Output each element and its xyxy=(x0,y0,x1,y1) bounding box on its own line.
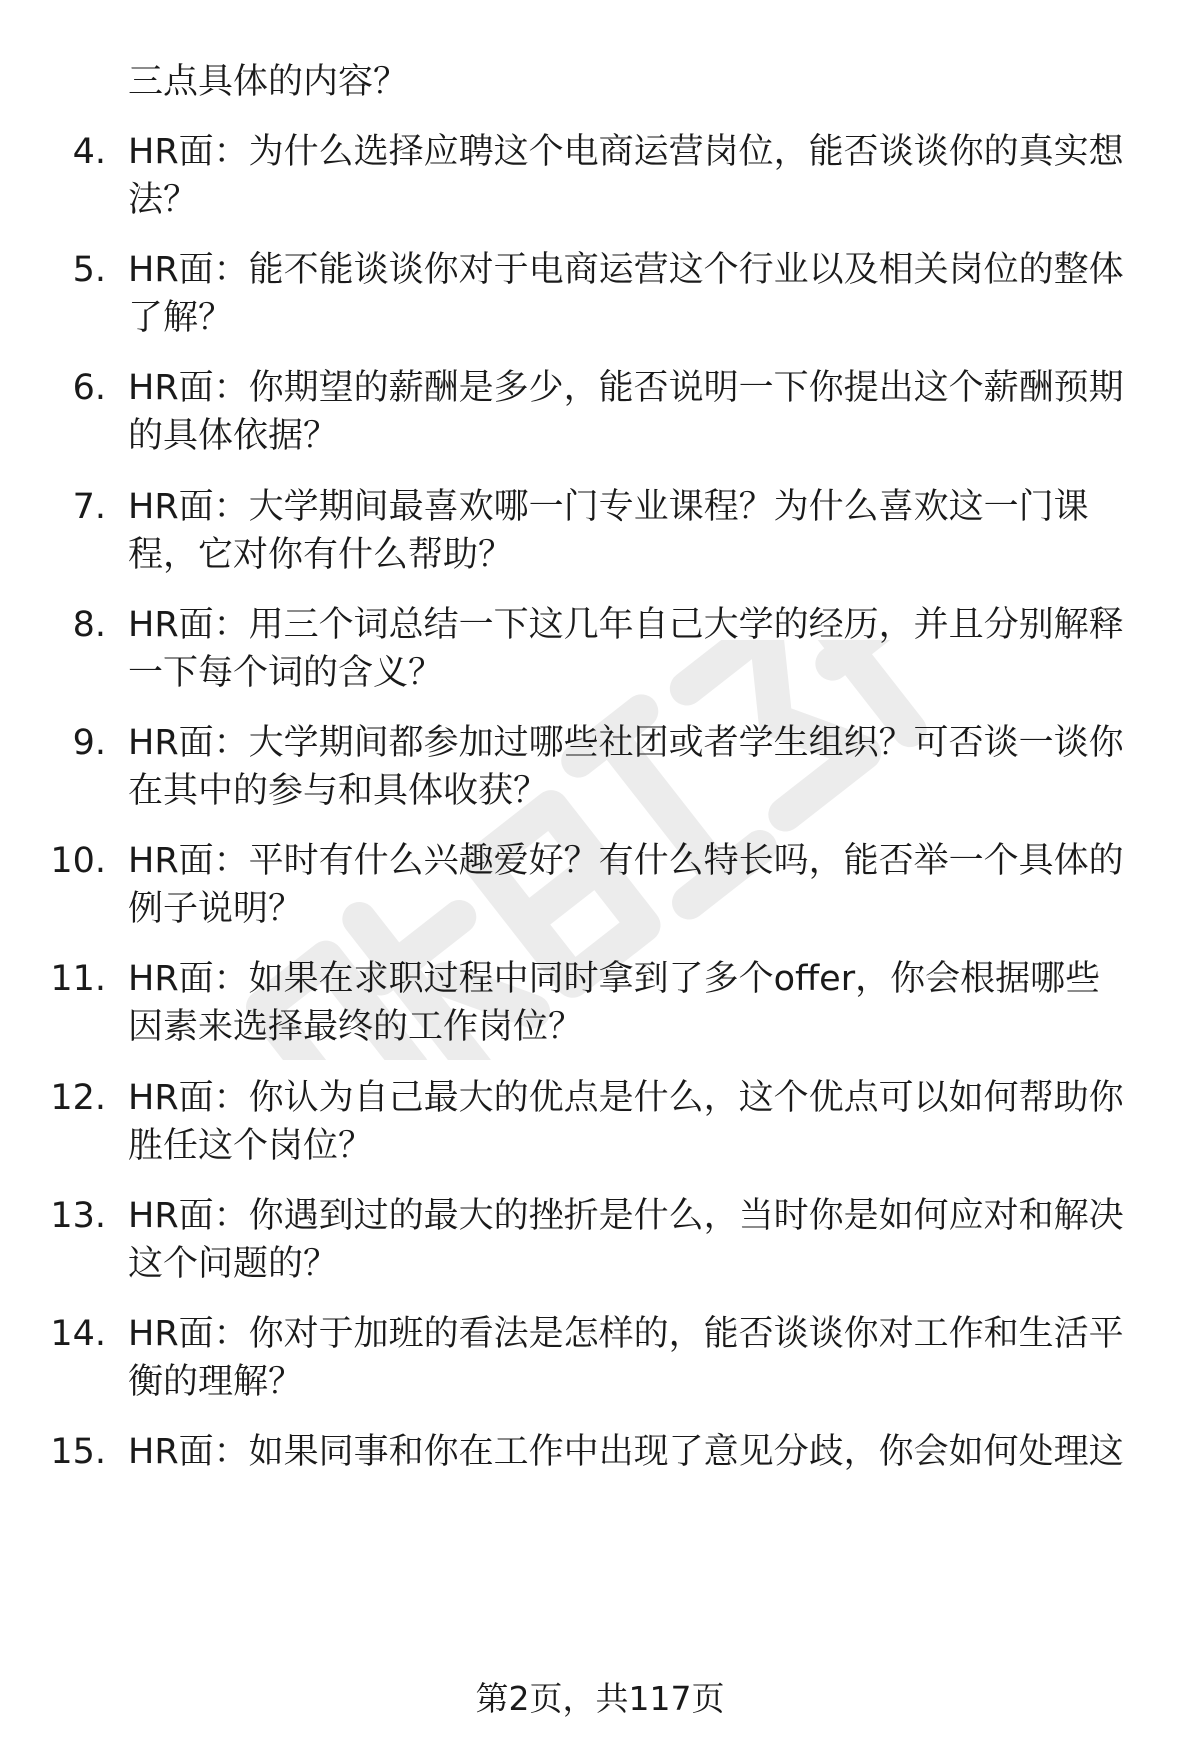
question-item xyxy=(0,364,1200,464)
continuation-text: 三点具体的内容？ xyxy=(128,62,409,102)
question-text xyxy=(128,364,1160,460)
question-line: 程，它对你有什么帮助？ xyxy=(128,534,514,575)
question-text xyxy=(128,719,1160,815)
question-number: 6. xyxy=(72,368,106,409)
question-line: 了解？ xyxy=(128,298,234,339)
question-text xyxy=(128,128,1160,224)
question-number: 11. xyxy=(50,959,106,1000)
question-item xyxy=(0,1074,1200,1174)
question-item xyxy=(0,483,1200,583)
question-line: 衡的理解？ xyxy=(128,1362,304,1402)
question-text xyxy=(128,483,1160,579)
question-item xyxy=(0,1428,1200,1528)
question-line: HR面：你遇到过的最大的挫折是什么，当时你是如何应对和解决 xyxy=(128,1195,1124,1236)
question-line: HR面：大学期间最喜欢哪一门专业课程？为什么喜欢这一门课 xyxy=(128,486,1089,527)
question-text xyxy=(128,837,1160,933)
question-item xyxy=(0,1192,1200,1292)
question-number: 7. xyxy=(72,486,106,527)
question-text xyxy=(128,1192,1160,1288)
question-number: 10. xyxy=(50,841,106,882)
question-line: 胜任这个岗位？ xyxy=(128,1125,374,1166)
question-text xyxy=(128,1310,1160,1406)
question-number: 5. xyxy=(72,250,106,291)
question-number: 8. xyxy=(72,604,106,645)
question-line: HR面：大学期间都参加过哪些社团或者学生组织？可否谈一谈你 xyxy=(128,723,1124,763)
question-number: 15. xyxy=(50,1432,106,1473)
question-item xyxy=(0,719,1200,819)
question-text xyxy=(128,1428,1160,1476)
question-line: HR面：你对于加班的看法是怎样的，能否谈谈你对工作和生活平 xyxy=(128,1314,1124,1354)
question-number: 9. xyxy=(72,723,106,763)
question-item xyxy=(0,1310,1200,1410)
question-line: HR面：如果在求职过程中同时拿到了多个offer，你会根据哪些 xyxy=(128,959,1101,1000)
question-text xyxy=(128,955,1160,1051)
question-line: HR面：你认为自己最大的优点是什么，这个优点可以如何帮助你 xyxy=(128,1077,1124,1118)
question-line: 因素来选择最终的工作岗位？ xyxy=(128,1007,584,1048)
question-number: 14. xyxy=(50,1314,106,1354)
question-item xyxy=(0,128,1200,228)
question-text xyxy=(128,1074,1160,1170)
question-number: 4. xyxy=(72,132,106,172)
question-line: HR面：平时有什么兴趣爱好？有什么特长吗，能否举一个具体的 xyxy=(128,841,1124,882)
question-line: 这个问题的？ xyxy=(128,1243,339,1284)
question-line: HR面：如果同事和你在工作中出现了意见分歧，你会如何处理这 xyxy=(128,1432,1124,1473)
question-line: 例子说明？ xyxy=(128,889,304,930)
question-item xyxy=(0,837,1200,937)
question-item xyxy=(0,246,1200,346)
question-line: 的具体依据？ xyxy=(128,416,339,457)
page-number: 第2页，共117页 xyxy=(475,1679,725,1718)
question-item xyxy=(0,601,1200,701)
question-line: HR面：用三个词总结一下这几年自己大学的经历，并且分别解释 xyxy=(128,604,1124,645)
question-line: 在其中的参与和具体收获？ xyxy=(128,771,549,811)
question-line: HR面：能不能谈谈你对于电商运营这个行业以及相关岗位的整体 xyxy=(128,250,1124,291)
question-line: HR面：为什么选择应聘这个电商运营岗位，能否谈谈你的真实想 xyxy=(128,132,1124,172)
question-line: 一下每个词的含义？ xyxy=(128,652,444,693)
question-item xyxy=(0,955,1200,1055)
question-text xyxy=(128,601,1160,697)
question-number: 12. xyxy=(50,1077,106,1118)
question-text xyxy=(128,246,1160,342)
question-number: 13. xyxy=(50,1195,106,1236)
question-line: 法？ xyxy=(128,180,199,220)
question-line: HR面：你期望的薪酬是多少，能否说明一下你提出这个薪酬预期 xyxy=(128,368,1124,409)
